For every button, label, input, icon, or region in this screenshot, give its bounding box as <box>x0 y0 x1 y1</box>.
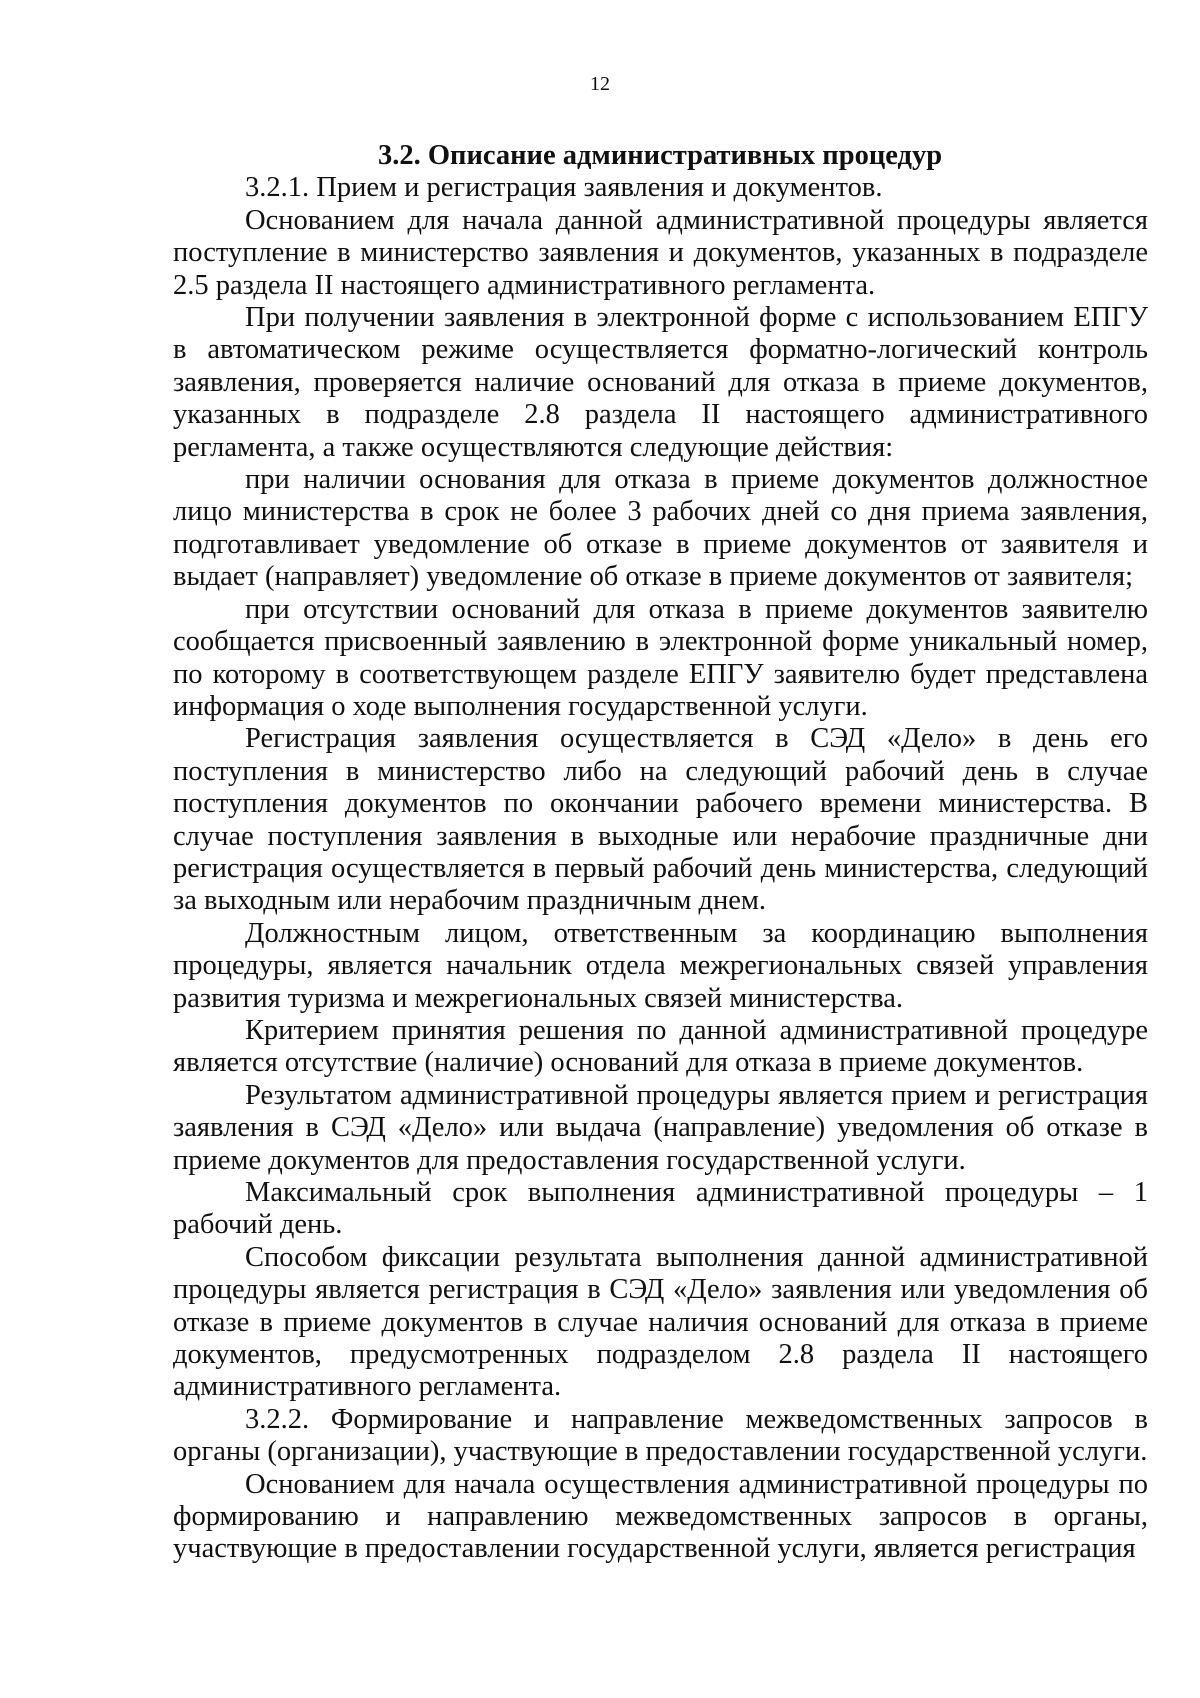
paragraph-3-2-2-heading: 3.2.2. Формирование и направление межведомственных запросов в органы (организации), участвующие в предоставлении государственной услуги. <box>173 1403 1148 1468</box>
paragraph-electronic-receipt: При получении заявления в электронной форме с использованием ЕПГУ в автоматическом режиме осуществляется форматно-логический контроль заявления, проверяется наличие оснований для отказа в приеме документов, указанных в подразделе 2.8 раздела II настоящего административного регламента, а также осуществляются следующие действия: <box>173 302 1148 463</box>
paragraph-maximum-term: Максимальный срок выполнения административной процедуры – 1 рабочий день. <box>173 1177 1148 1241</box>
paragraph-basis: Основанием для начала данной административной процедуры является поступление в министерство заявления и документов, указанных в подразделе 2.5 раздела II настоящего административного регламента. <box>173 204 1148 301</box>
paragraph-3-2-1-heading: 3.2.1. Прием и регистрация заявления и документов. <box>245 172 883 204</box>
section-title: 3.2. Описание административных процедур <box>378 140 943 171</box>
paragraph-refusal-grounds: при наличии основания для отказа в приеме документов должностное лицо министерства в срок не более 3 рабочих дней со дня приема заявления, подготавливает уведомление об отказе в приеме документов от заявителя и выдает (направляет) уведомление об отказе в приеме документов от заявителя; <box>173 464 1148 593</box>
paragraph-no-refusal-grounds: при отсутствии оснований для отказа в приеме документов заявителю сообщается присвоенный заявлению в электронной форме уникальный номер, по которому в соответствующем разделе ЕПГУ заявителю будет представлена информация о ходе выполнения государственной услуги. <box>173 593 1148 722</box>
page-number: 12 <box>590 73 610 95</box>
paragraph-responsible-official: Должностным лицом, ответственным за координацию выполнения процедуры, является начальник отдела межрегиональных связей управления развития туризма и межрегиональных связей министерства. <box>173 917 1148 1014</box>
paragraph-recording-method: Способом фиксации результата выполнения данной административной процедуры является регистрация в СЭД «Дело» заявления или уведомления об отказе в приеме документов в случае наличия оснований для отказа в приеме документов, предусмотренных подразделом 2.8 раздела II настоящего административного регламента. <box>173 1241 1148 1403</box>
document-body <box>173 140 1148 1566</box>
paragraph-procedure-result: Результатом административной процедуры является прием и регистрация заявления в СЭД «Дело» или выдача (направление) уведомления об отказе в приеме документов для предоставления государственной услуги. <box>173 1079 1148 1176</box>
paragraph-decision-criterion: Критерием принятия решения по данной административной процедуре является отсутствие (наличие) оснований для отказа в приеме документов. <box>173 1014 1148 1079</box>
paragraph-registration: Регистрация заявления осуществляется в СЭД «Дело» в день его поступления в министерство либо на следующий рабочий день в случае поступления документов по окончании рабочего времени министерства. В случае поступления заявления в выходные или нерабочие праздничные дни регистрация осуществляется в первый рабочий день министерства, следующий за выходным или нерабочим праздничным днем. <box>173 723 1148 917</box>
paragraph-interagency-basis: Основанием для начала осуществления административной процедуры по формированию и направлению межведомственных запросов в органы, участвующие в предоставлении государственной услуги, является регистрация <box>173 1468 1148 1565</box>
